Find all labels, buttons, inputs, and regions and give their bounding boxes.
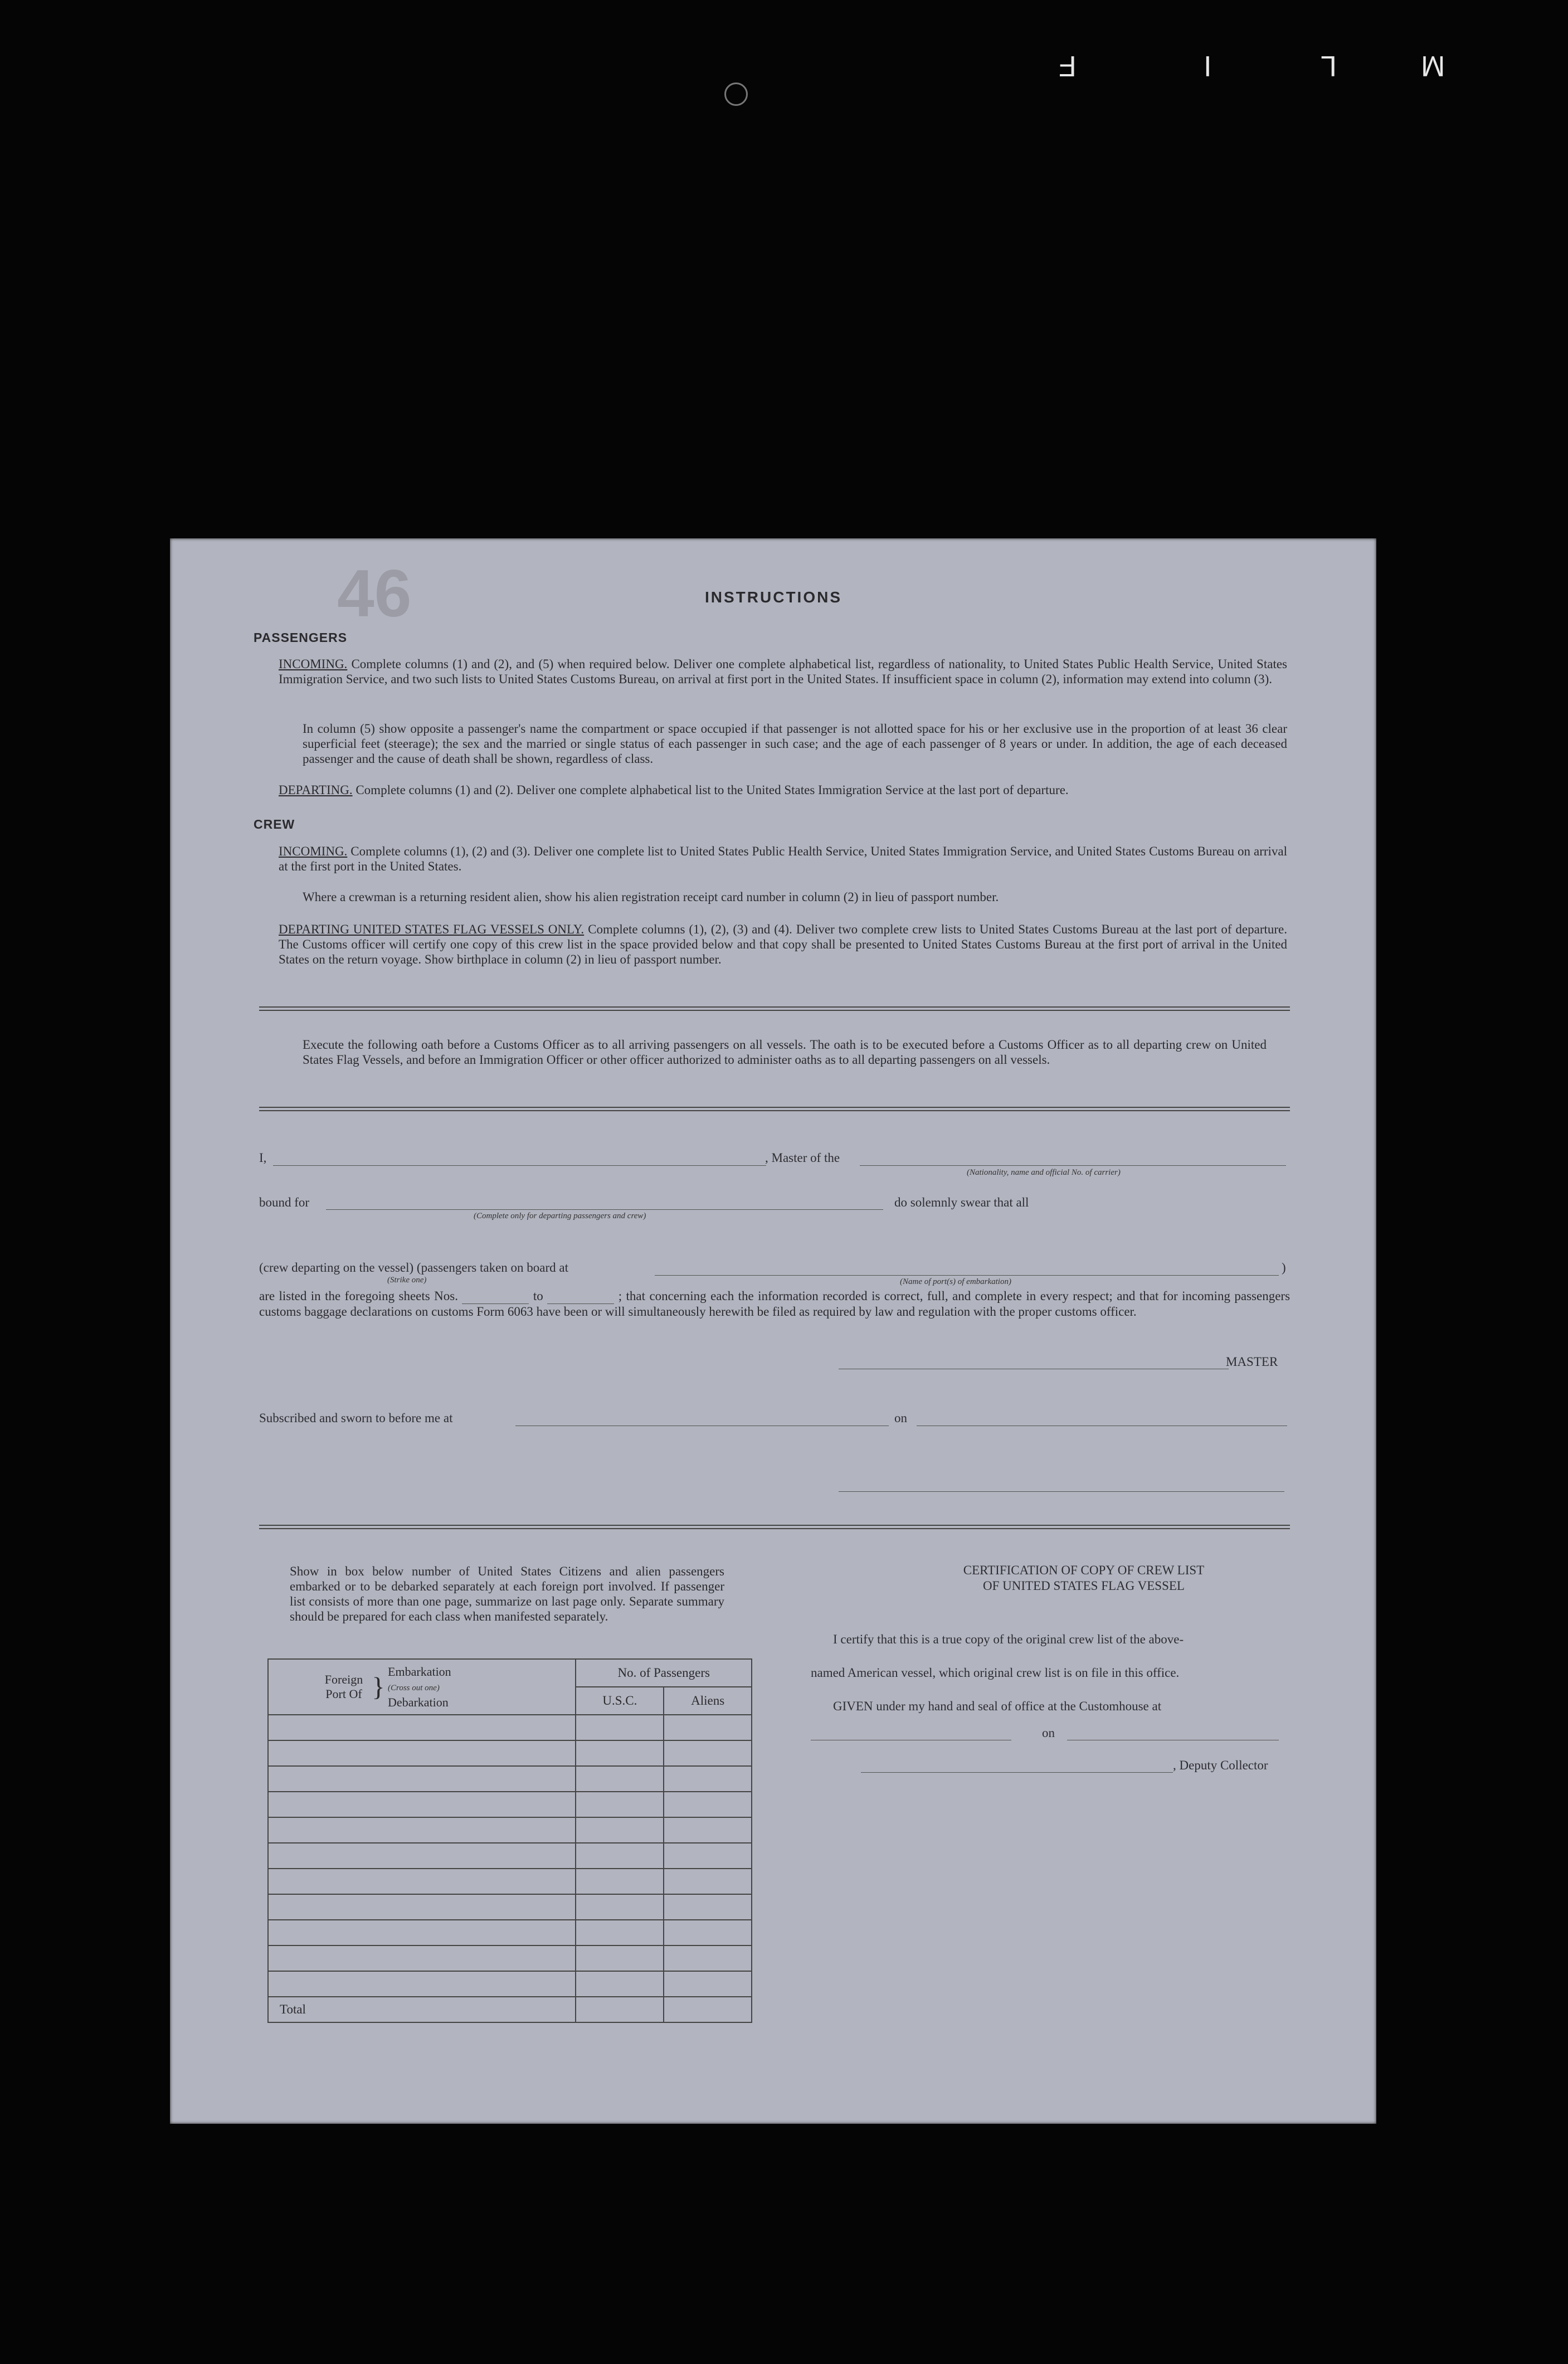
master-name-field[interactable] <box>273 1165 766 1166</box>
debarkation-label: Debarkation <box>388 1695 449 1709</box>
total-label: Total <box>268 1997 576 2022</box>
oath-listed-a: are listed in the foregoing sheets Nos. <box>259 1289 458 1303</box>
certification-heading-1: CERTIFICATION OF COPY OF CREW LIST <box>963 1563 1205 1577</box>
oath-solemnly: do solemnly swear that all <box>894 1195 1029 1209</box>
deputy-signature-field[interactable] <box>861 1772 1173 1773</box>
oath-intro: Execute the following oath before a Customs Officer as to all arriving passengers on all vessels. The oath is to be executed before a Customs Officer as to all departing crew on United States Flag Vessels, and before an Immigration Officer or other officer authorized to administer oaths as to all departing passengers on all vessels. <box>303 1038 1267 1067</box>
crew-incoming <box>279 844 1287 874</box>
film-letter: M <box>1421 50 1445 82</box>
table-row <box>268 1894 752 1920</box>
sworn-on-label: on <box>894 1411 907 1425</box>
table-row <box>268 1740 752 1766</box>
oath-listed <box>259 1288 1290 1319</box>
officer-signature-field[interactable] <box>839 1491 1284 1492</box>
master-label: MASTER <box>1226 1355 1278 1369</box>
passengers-departing-text: Complete columns (1) and (2). Deliver one complete alphabetical list to the United States Immigration Service at the last port of departure. <box>356 783 1069 797</box>
page-number-stamp: 46 <box>337 556 412 631</box>
deputy-collector-label: , Deputy Collector <box>1173 1758 1268 1772</box>
usc-header: U.S.C. <box>576 1687 664 1715</box>
table-row <box>268 1766 752 1792</box>
film-letter: L <box>1321 50 1337 82</box>
certification-on: on <box>1042 1726 1055 1740</box>
oath-i: I, <box>259 1151 267 1165</box>
carrier-note: (Nationality, name and official No. of carrier) <box>967 1168 1121 1177</box>
bound-for-field[interactable] <box>326 1209 883 1210</box>
table-row <box>268 1945 752 1971</box>
passenger-summary-table <box>267 1658 752 2023</box>
divider <box>259 1528 1290 1529</box>
divider <box>259 1525 1290 1526</box>
crew-resident: Where a crewman is a returning resident alien, show his alien registration receipt card number in column (2) in lieu of passport number. <box>303 890 999 904</box>
port-header: Foreign Port Of } Embarkation (Cross out one) Debarkation <box>268 1659 576 1715</box>
passengers-departing <box>279 782 1287 797</box>
passengers-heading: PASSENGERS <box>254 630 348 645</box>
divider <box>259 1006 1290 1008</box>
cross-out-note: (Cross out one) <box>388 1683 440 1692</box>
oath-bound-for: bound for <box>259 1195 310 1209</box>
certification-heading-2: OF UNITED STATES FLAG VESSEL <box>983 1579 1185 1593</box>
aliens-header: Aliens <box>664 1687 752 1715</box>
table-row <box>268 1920 752 1945</box>
total-row <box>268 1997 752 2022</box>
oath-close-paren: ) <box>1282 1261 1286 1275</box>
strike-one-note: (Strike one) <box>387 1276 427 1285</box>
embarkation-ports-field[interactable] <box>655 1275 1279 1276</box>
film-letter: I <box>1204 50 1212 82</box>
box-instructions: Show in box below number of United States Citizens and alien passengers embarked or to be debarked separately at each foreign port involved. If passenger list consists of more than one page, summarize on last page only. Separate summary should be prepared for each class when manifested separately. <box>290 1564 724 1623</box>
table-row <box>268 1792 752 1817</box>
no-of-passengers-header: No. of Passengers <box>576 1659 752 1687</box>
table-row <box>268 1869 752 1894</box>
film-letter: F <box>1059 50 1077 82</box>
oath-to: to <box>533 1289 543 1303</box>
certification-line-2: named American vessel, which original crew list is on file in this office. <box>811 1666 1180 1680</box>
certification-line-1: I certify that this is a true copy of the original crew list of the above- <box>833 1632 1184 1646</box>
crew-incoming-text: Complete columns (1), (2) and (3). Deliver one complete list to United States Public Health Service, United States Immigration Service, and United States Customs Bureau on arrival at the first port in the United States. <box>279 844 1287 873</box>
bound-note: (Complete only for departing passengers and crew) <box>474 1212 646 1220</box>
document-page <box>170 538 1376 2124</box>
sheet-to-field[interactable] <box>547 1288 614 1304</box>
oath-master-of-the: , Master of the <box>765 1151 840 1165</box>
passengers-column5: In column (5) show opposite a passenger's name the compartment or space occupied if that passenger is not allotted space for his or her exclusive use in the proportion of at least 36 clear superficial feet (steerage); the sex and the married or single status of each passenger in such case; and the age of each passenger of 8 years or under. In addition, the age of each deceased passenger and the cause of death shall be shown, regardless of class. <box>303 722 1287 766</box>
embarkation-label: Embarkation <box>388 1664 451 1679</box>
oath-listed-b: ; that concerning each the information recorded is correct, full, and complete in every respect; and that for incoming passengers customs baggage declarations on customs Form 6063 have been or will simultaneously herewith be filed as required by law and regulation with the proper customs officer. <box>259 1289 1291 1319</box>
table-row <box>268 1843 752 1869</box>
crew-departing-label: DEPARTING UNITED STATES FLAG VESSELS ONLY. <box>279 922 585 936</box>
carrier-field[interactable] <box>860 1165 1286 1166</box>
registration-mark-icon <box>724 82 748 106</box>
crew-departing <box>279 922 1287 967</box>
passengers-incoming <box>279 656 1287 687</box>
oath-crew-departing: (crew departing on the vessel) (passengers taken on board at <box>259 1261 568 1275</box>
subscribed-label: Subscribed and sworn to before me at <box>259 1411 453 1425</box>
divider <box>259 1010 1290 1011</box>
sheet-from-field[interactable] <box>462 1288 529 1304</box>
foreign-port-label: Foreign Port Of <box>324 1672 363 1701</box>
passengers-incoming-label: INCOMING. <box>279 657 348 671</box>
crew-heading: CREW <box>254 817 295 831</box>
page-title: INSTRUCTIONS <box>705 588 842 606</box>
crew-departing-text: Complete columns (1), (2), (3) and (4). Deliver two complete crew lists to United States Customs Bureau at the last port of departure. The Customs officer will certify one copy of this crew list in the space provided below and that copy shall be presented to United States Customs Bureau at the first port of arrival in the United States on the return voyage. Show birthplace in column (2) in lieu of passport number. <box>279 922 1288 966</box>
certification-line-3: GIVEN under my hand and seal of office at the Customhouse at <box>833 1699 1162 1713</box>
crew-incoming-label: INCOMING. <box>279 844 348 858</box>
table-row <box>268 1715 752 1740</box>
film-strip <box>1059 49 1549 88</box>
divider <box>259 1110 1290 1111</box>
passengers-departing-label: DEPARTING. <box>279 783 353 797</box>
table-row <box>268 1817 752 1843</box>
divider <box>259 1107 1290 1108</box>
passengers-incoming-text: Complete columns (1) and (2), and (5) when required below. Deliver one complete alphabetical list, regardless of nationality, to United States Public Health Service, United States Immigration Service, and two such lists to United States Customs Bureau, on arrival at first port in the United States. If insufficient space in column (2), information may extend into column (3). <box>279 657 1287 686</box>
table-row <box>268 1971 752 1997</box>
ports-note: (Name of port(s) of embarkation) <box>900 1277 1011 1286</box>
